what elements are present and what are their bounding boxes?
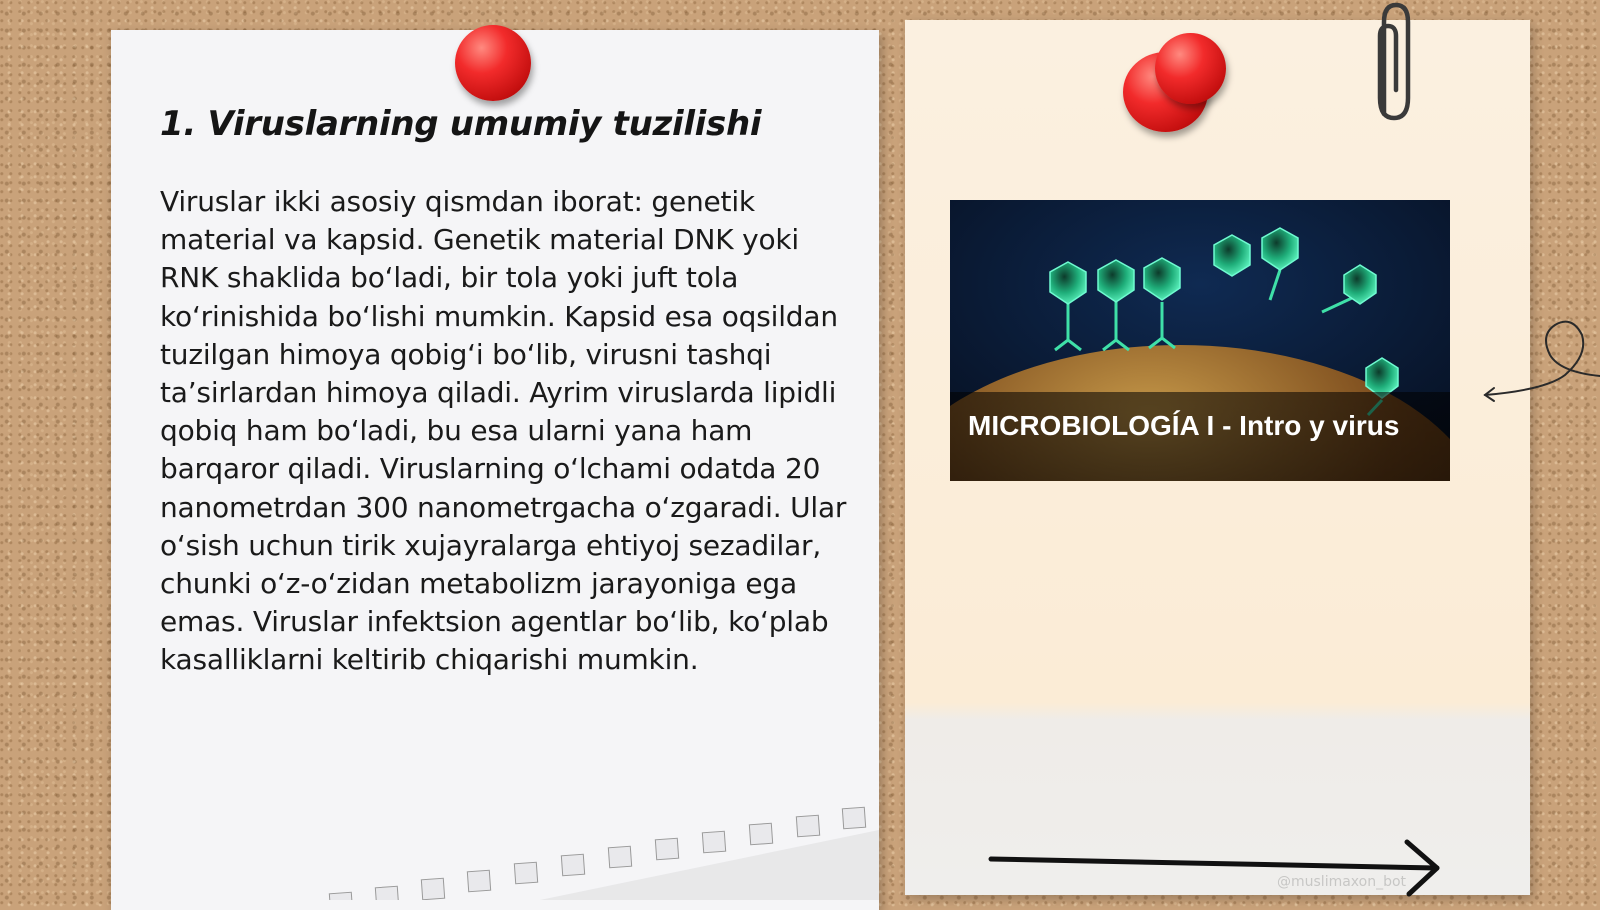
paperclip-icon [1370, 0, 1418, 125]
video-thumbnail[interactable] [950, 200, 1450, 481]
video-caption-text: MICROBIOLOGÍA I - Intro y virus [968, 410, 1400, 441]
video-caption-bar [950, 392, 1450, 481]
squiggle-arrow-icon [1480, 310, 1600, 410]
red-pushpin-icon [455, 25, 531, 101]
watermark-text: @muslimaxon_bot [1277, 874, 1407, 890]
slide-body-text: Viruslar ikki asosiy qismdan iborat: genetik material va kapsid. Genetik material DNK yoki RNK shaklida bo‘ladi, bir tola yoki juft tola ko‘rinishida bo‘lishi mumkin. Kapsid esa oqsildan tuzilgan himoya qobig‘i bo‘lib, virusni tashqi ta’sirlardan himoya qiladi. Ayrim viruslarda lipidli qobiq ham bo‘ladi, bu esa ularni yana ham barqaror qiladi. Viruslarning o‘lchami odatda 20 nanometrdan 300 nanometrgacha o‘zgaradi. Ular o‘sish uchun tirik xujayralarga ehtiyoj sezadilar, chunki o‘z-o‘zidan metabolizm jarayoniga ega emas. Viruslar infektsion agentlar bo‘lib, ko‘plab kasalliklarni keltirib chiqarishi mumkin. [160, 185, 847, 677]
slide-title: 1. Viruslarning umumiy tuzilishi [160, 104, 762, 144]
arrow-right-icon[interactable] [985, 838, 1445, 900]
red-pushpin-icon [1155, 33, 1226, 104]
